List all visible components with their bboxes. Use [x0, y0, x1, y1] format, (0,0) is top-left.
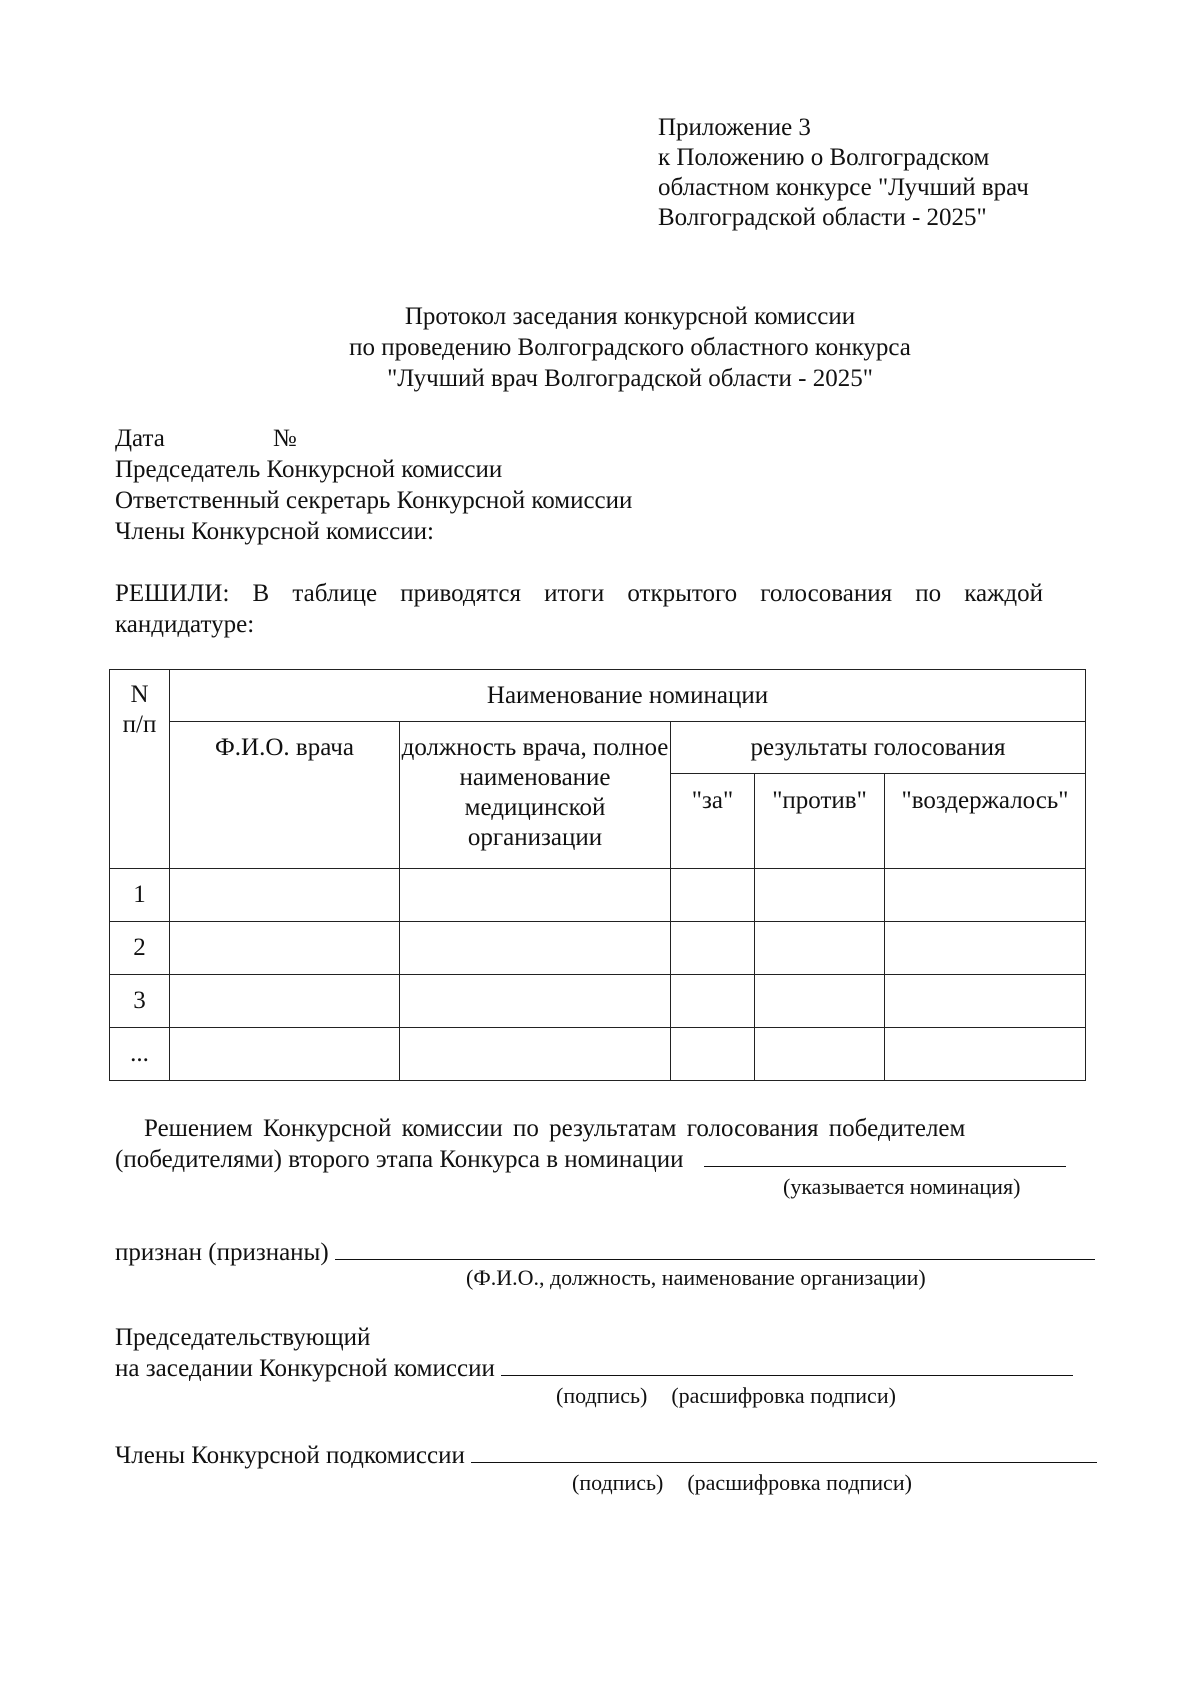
cell-for: [671, 869, 755, 922]
header-against: "против": [755, 774, 885, 869]
decision-paragraph: [115, 1113, 1125, 1175]
header-abstained: "воздержалось": [885, 774, 1086, 869]
decided-line-2: кандидатуре:: [115, 611, 255, 638]
members-signature-label: Члены Конкурсной подкомиссии: [115, 1442, 465, 1469]
members-label: Члены Конкурсной комиссии:: [115, 518, 434, 545]
nomination-blank-line[interactable]: [704, 1144, 1066, 1167]
row-number: 1: [110, 869, 170, 922]
chair-line-1: Председательствующий: [115, 1324, 371, 1351]
decision-line-2: [115, 1144, 1125, 1175]
chair-line-2-text: на заседании Конкурсной комиссии: [115, 1355, 495, 1382]
cell-abstained: [885, 922, 1086, 975]
appendix-line-1: Приложение 3: [658, 114, 811, 141]
chair-signature-hints: [556, 1383, 896, 1409]
cell-abstained: [885, 975, 1086, 1028]
chair-signature-blank-line[interactable]: [501, 1353, 1073, 1376]
cell-against: [755, 922, 885, 975]
decision-line-2-text: (победителями) второго этапа Конкурса в номинации: [115, 1146, 684, 1173]
cell-against: [755, 1028, 885, 1081]
table-row: [110, 1028, 1086, 1081]
members-decode-hint: (расшифровка подписи): [687, 1470, 912, 1495]
meeting-info: [115, 423, 1115, 547]
title-line-2: по проведению Волгоградского областного конкурса: [349, 334, 911, 361]
cell-for: [671, 975, 755, 1028]
date-number-line: [115, 423, 1115, 454]
members-signature-line: [115, 1440, 1097, 1471]
title-line-1: Протокол заседания конкурсной комиссии: [404, 303, 856, 330]
table-row: [110, 975, 1086, 1028]
document-title: [0, 301, 1200, 394]
cell-position: [400, 922, 671, 975]
cell-fio: [170, 922, 400, 975]
chair-signature-hint: (подпись): [556, 1383, 648, 1408]
row-number: 2: [110, 922, 170, 975]
chair-line-2: [115, 1353, 1073, 1384]
header-number: [110, 670, 170, 869]
cell-position: [400, 1028, 671, 1081]
members-signature-blank-line[interactable]: [471, 1440, 1097, 1463]
chair-signature-block: [115, 1322, 1073, 1384]
cell-for: [671, 922, 755, 975]
cell-against: [755, 975, 885, 1028]
table-row: [110, 922, 1086, 975]
header-fio: Ф.И.О. врача: [170, 722, 400, 869]
row-number: ...: [110, 1028, 170, 1081]
header-number-n: N: [130, 681, 149, 708]
header-number-pp: п/п: [122, 711, 157, 738]
cell-fio: [170, 869, 400, 922]
cell-against: [755, 869, 885, 922]
recognized-line: [115, 1237, 1095, 1268]
nomination-hint: (указывается номинация): [783, 1174, 1021, 1199]
decided-paragraph: [115, 578, 1043, 640]
recognized-blank-line[interactable]: [335, 1237, 1095, 1260]
header-results: результаты голосования: [671, 722, 1086, 774]
cell-position: [400, 975, 671, 1028]
appendix-line-3: областном конкурсе "Лучший врач: [658, 174, 1029, 201]
members-signature-hint: (подпись): [572, 1470, 664, 1495]
cell-position: [400, 869, 671, 922]
cell-fio: [170, 975, 400, 1028]
recognized-label: признан (признаны): [115, 1239, 329, 1266]
date-label: Дата: [115, 425, 165, 452]
header-nomination: Наименование номинации: [170, 670, 1086, 722]
members-signature-hints: [572, 1470, 912, 1496]
cell-abstained: [885, 1028, 1086, 1081]
decided-line-1: РЕШИЛИ: В таблице приводятся итоги открытого голосования по каждой: [115, 580, 1043, 607]
cell-fio: [170, 1028, 400, 1081]
secretary-label: Ответственный секретарь Конкурсной комиссии: [115, 487, 633, 514]
cell-for: [671, 1028, 755, 1081]
title-line-3: "Лучший врач Волгоградской области - 2025": [387, 365, 873, 392]
row-number: 3: [110, 975, 170, 1028]
appendix-line-4: Волгоградской области - 2025": [658, 204, 987, 231]
appendix-line-2: к Положению о Волгоградском: [658, 144, 990, 171]
appendix-header: [658, 113, 1158, 233]
table-row: [110, 869, 1086, 922]
cell-abstained: [885, 869, 1086, 922]
chair-decode-hint: (расшифровка подписи): [671, 1383, 896, 1408]
number-label: №: [272, 425, 297, 452]
header-for: "за": [671, 774, 755, 869]
voting-results-table: [109, 669, 1086, 1081]
header-position: должность врача, полное наименование медицинской организации: [400, 722, 671, 869]
chairman-label: Председатель Конкурсной комиссии: [115, 456, 503, 483]
decision-line-1: Решением Конкурсной комиссии по результатам голосования победителем: [144, 1115, 966, 1142]
recognized-hint: (Ф.И.О., должность, наименование организации): [466, 1265, 926, 1290]
